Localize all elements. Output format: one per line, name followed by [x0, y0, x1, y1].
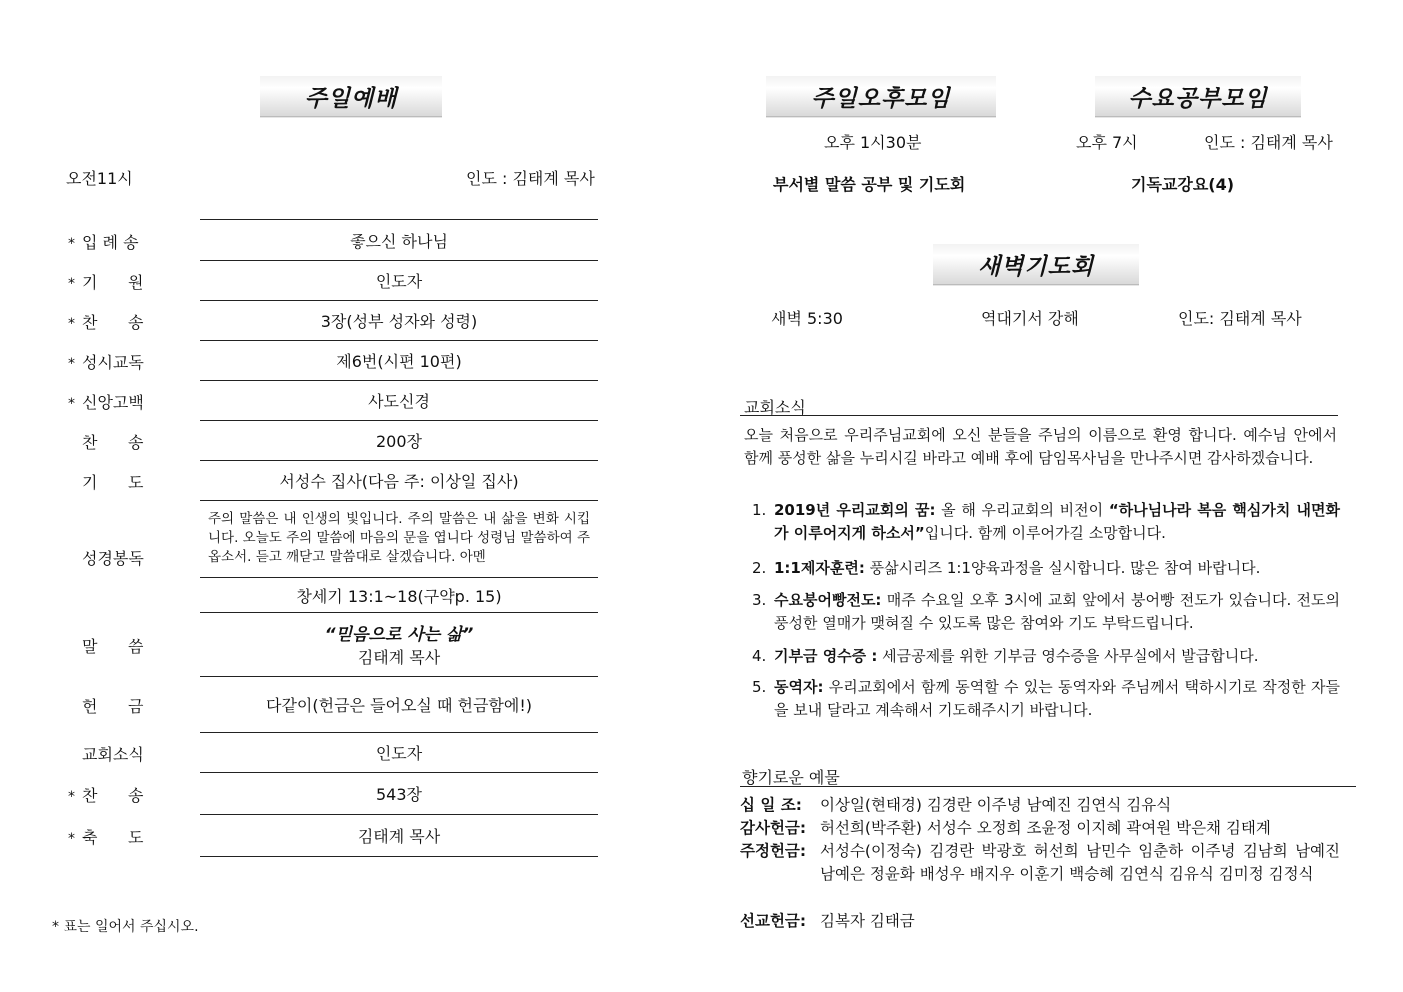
order-label-text: 성경봉독 — [82, 549, 144, 568]
order-content: 3장(성부 성자와 성령) — [320, 311, 478, 331]
news-heading: 교회소식 — [744, 398, 806, 417]
news-text: 우리교회에서 함께 동역할 수 있는 동역자와 주님께서 택하시기로 작정한 자들을 보내 달라고 계속해서 기도해주시기 바랍니다. — [774, 678, 1340, 719]
order-label-text: 신앙고백 — [82, 393, 144, 412]
order-content: 200장 — [376, 431, 422, 451]
news-head: 수요붕어빵전도: — [774, 591, 882, 609]
news-text: 풍삶시리즈 1:1양육과정을 실시합니다. 많은 참여 바랍니다. — [864, 559, 1261, 577]
news-item — [752, 557, 1340, 580]
dawn-title: 새벽기도회 — [977, 253, 1095, 280]
order-content: 제6번(시편 10편) — [336, 351, 462, 371]
order-item — [200, 814, 598, 857]
wednesday-time: 오후 7시 — [1076, 133, 1138, 152]
news-number: 2. — [752, 559, 767, 577]
order-item — [200, 460, 598, 501]
dawn-title-box — [933, 244, 1139, 285]
wednesday-leader: 인도 : 김태계 목사 — [1204, 133, 1333, 152]
order-label — [68, 350, 168, 373]
order-item — [200, 676, 598, 733]
standing-mark: * — [68, 396, 75, 412]
wednesday-desc: 기독교강요(4) — [1131, 175, 1235, 194]
sermon-title: “믿음으로 사는 삶” — [324, 625, 474, 645]
offering-heading: 향기로운 예물 — [742, 768, 840, 787]
offering-label: 감사헌금: — [740, 819, 807, 837]
scripture-reference: 창세기 13:1~18(구약p. 15) — [200, 579, 598, 613]
order-content: 김태계 목사 — [357, 826, 441, 846]
order-content: 인도자 — [375, 271, 423, 291]
offering-row — [740, 840, 1340, 886]
worship-time: 오전11시 — [66, 169, 133, 188]
offering-label: 선교헌금: — [740, 912, 807, 930]
news-item — [752, 676, 1340, 722]
order-label — [68, 742, 168, 765]
order-item — [200, 220, 598, 261]
standing-mark: * — [68, 316, 75, 332]
offering-names: 이상일(현태경) 김경란 이주녕 남예진 김연식 김유식 — [820, 796, 1172, 814]
order-content: 다같이(헌금은 들어오실 때 헌금함에!) — [266, 695, 532, 715]
news-head: 2019년 우리교회의 꿈: — [774, 501, 936, 519]
order-item — [200, 612, 598, 677]
order-label — [68, 825, 168, 848]
worship-title: 주일예배 — [304, 85, 398, 112]
news-item — [752, 645, 1340, 668]
order-label-text: 축 도 — [82, 828, 144, 847]
standing-mark: * — [68, 789, 75, 805]
order-item — [200, 420, 598, 461]
offering-rule — [740, 786, 1356, 787]
offering-row — [740, 794, 1340, 817]
order-label — [68, 783, 168, 806]
order-label-text: 찬 송 — [82, 313, 144, 332]
wednesday-title-box — [1095, 76, 1301, 117]
news-head: 1:1제자훈련: — [774, 559, 865, 577]
order-item — [200, 300, 598, 341]
standing-mark: * — [68, 831, 75, 847]
afternoon-title-box — [766, 76, 996, 117]
order-content: 서성수 집사(다음 주: 이상일 집사) — [279, 471, 519, 491]
offering-label: 주정헌금: — [740, 842, 807, 860]
news-number: 5. — [752, 678, 767, 696]
afternoon-time: 오후 1시30분 — [824, 133, 922, 152]
order-label-text: 교회소식 — [82, 745, 144, 764]
order-label — [68, 470, 168, 493]
order-label — [68, 694, 168, 717]
dawn-leader: 인도: 김태계 목사 — [1178, 309, 1302, 328]
dawn-desc: 역대기서 강해 — [981, 309, 1079, 328]
order-label-text: 찬 송 — [82, 433, 144, 452]
news-number: 1. — [752, 501, 767, 519]
order-content: 543장 — [376, 784, 422, 804]
order-label-text: 입 례 송 — [82, 233, 139, 252]
news-text: 올 해 우리교회의 비전이 — [935, 501, 1109, 519]
order-label — [68, 430, 168, 453]
standing-mark: * — [68, 236, 75, 252]
standing-mark: * — [68, 356, 75, 372]
order-label — [68, 390, 168, 413]
order-label — [68, 230, 168, 253]
offering-row — [740, 910, 1340, 933]
news-vision: “하나님나라 복음 핵심가치 내면화가 이루어지게 하소서” — [774, 501, 1340, 542]
offering-names: 허선희(박주환) 서성수 오정희 조윤정 이지혜 곽여원 박은채 김태계 — [820, 819, 1271, 837]
standing-footnote: * 표는 일어서 주십시오. — [52, 919, 199, 935]
offering-names: 서성수(이정숙) 김경란 박광호 허선희 남민수 임춘하 이주녕 김남희 남예진 남예은 정윤화 배성우 배지우 이훈기 백승혜 김연식 김유식 김미정 김정식 — [820, 842, 1340, 883]
order-label — [68, 270, 168, 293]
preacher: 김태계 목사 — [357, 648, 441, 667]
afternoon-title: 주일오후모임 — [811, 85, 951, 112]
wednesday-title: 수요공부모임 — [1128, 85, 1268, 112]
order-item — [200, 772, 598, 815]
news-number: 3. — [752, 591, 767, 609]
offering-label: 십 일 조: — [740, 796, 802, 814]
order-item — [200, 340, 598, 381]
order-label-text: 말 씀 — [82, 637, 144, 656]
order-label-text: 성시교독 — [82, 353, 144, 372]
order-label-text: 헌 금 — [82, 697, 144, 716]
news-head: 동역자: — [774, 678, 824, 696]
order-label — [68, 310, 168, 333]
offering-names: 김복자 김태금 — [820, 912, 915, 930]
worship-leader: 인도 : 김태계 목사 — [466, 169, 595, 188]
news-rule — [740, 415, 1338, 416]
worship-title-box — [260, 76, 442, 117]
order-label-text: 기 도 — [82, 473, 144, 492]
offering-row — [740, 817, 1340, 840]
news-number: 4. — [752, 647, 767, 665]
order-label — [68, 546, 168, 569]
news-text-end: 입니다. 함께 이루어가길 소망합니다. — [924, 524, 1166, 542]
order-item — [200, 732, 598, 773]
news-head: 기부금 영수증 : — [774, 647, 878, 665]
order-content: 좋으신 하나님 — [350, 231, 448, 251]
dawn-time: 새벽 5:30 — [771, 309, 843, 328]
news-text: 매주 수요일 오후 3시에 교회 앞에서 붕어빵 전도가 있습니다. 전도의 풍성한 열매가 맺혀질 수 있도록 많은 참여와 기도 부탁드립니다. — [774, 591, 1340, 632]
news-intro: 오늘 처음으로 우리주님교회에 오신 분들을 주님의 이름으로 환영 합니다. 예수님 안에서 함께 풍성한 삶을 누리시길 바라고 예배 후에 담임목사님을 만나주시면 감사하겠습니다. — [744, 426, 1337, 467]
order-label — [68, 634, 168, 657]
order-item — [200, 380, 598, 421]
order-label-text: 찬 송 — [82, 786, 144, 805]
order-label-text: 기 원 — [82, 273, 144, 292]
standing-mark: * — [68, 276, 75, 292]
news-text: 세금공제를 위한 기부금 영수증을 사무실에서 발급합니다. — [877, 647, 1259, 665]
afternoon-desc: 부서별 말씀 공부 및 기도회 — [773, 175, 966, 194]
news-item — [752, 589, 1340, 635]
order-item — [200, 260, 598, 301]
scripture-prayer: 주의 말씀은 내 인생의 빛입니다. 주의 말씀은 내 삶을 변화 시킵니다. 오늘도 주의 말씀에 마음의 문을 엽니다 성령님 말씀하여 주옵소서. 듣고 깨닫고 말씀대로 살겠습니다. 아멘 — [200, 500, 598, 578]
order-content: 인도자 — [375, 743, 423, 763]
news-item — [752, 499, 1340, 545]
order-content: 사도신경 — [368, 391, 430, 411]
